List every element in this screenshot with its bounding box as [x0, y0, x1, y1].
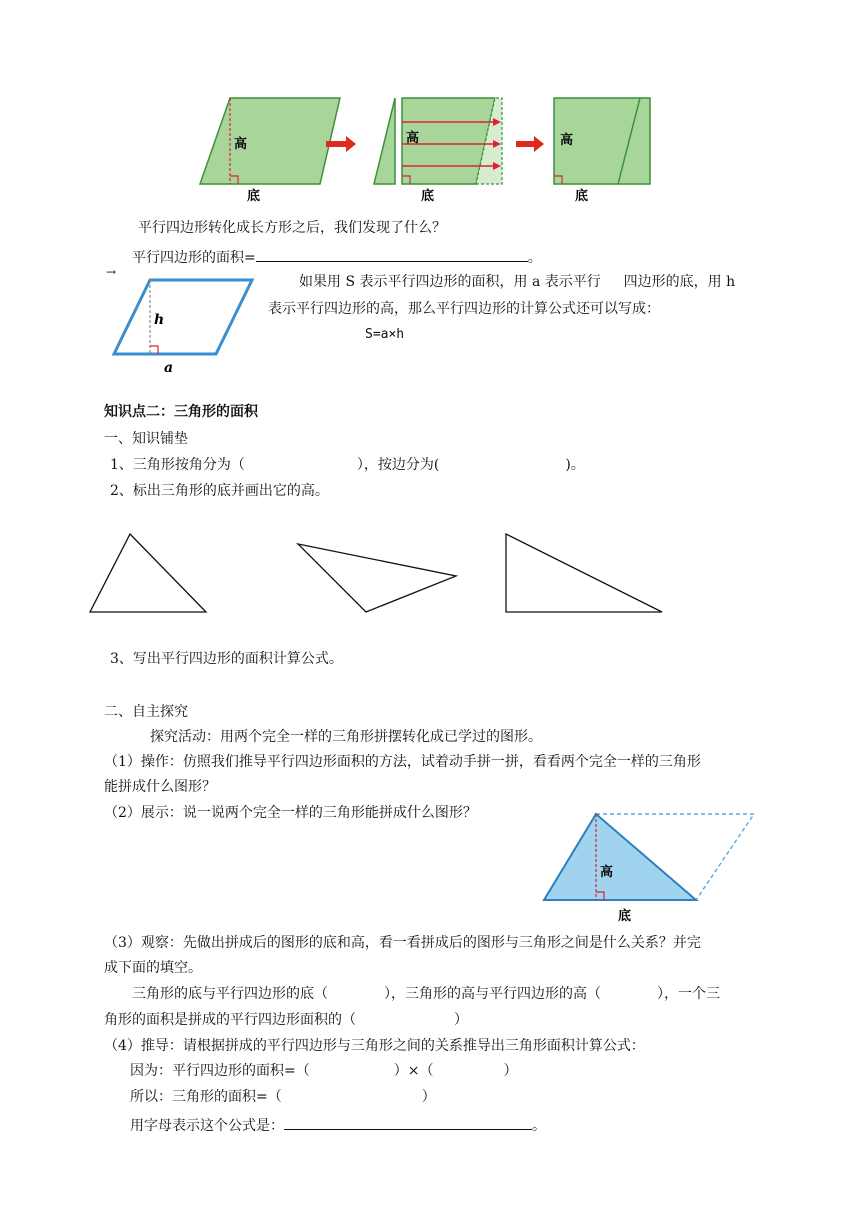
fill-line2: 角形的面积是拼成的平行四边形面积的（ ）: [104, 1012, 468, 1028]
height-label: 高: [600, 865, 614, 880]
answer-blank: [256, 246, 528, 262]
activity-text: 探究活动：用两个完全一样的三角形拼摆转化成已学过的图形。: [150, 729, 542, 745]
parallelogram-to-rectangle-figure: [190, 92, 665, 204]
triangles-figure: [86, 528, 670, 620]
formula-paragraph-line2: 表示平行四边形的高，那么平行四边形的计算公式还可以写成：: [268, 301, 660, 317]
question-1: 1、三角形按角分为（ ），按边分为( )。: [110, 457, 585, 473]
base-label: 底: [618, 909, 632, 924]
note-mark: →: [106, 265, 117, 279]
base-label: 底: [575, 189, 589, 204]
height-label: 高: [560, 133, 574, 148]
step3-line1: （3）观察：先做出拼成后的图形的底和高，看一看拼成后的图形与三角形之间是什么关系？并完: [104, 935, 701, 951]
area-end: 。: [527, 250, 542, 266]
step4-text: （4）推导：请根据拼成的平行四边形与三角形之间的关系推导出三角形面积计算公式：: [104, 1038, 645, 1054]
blue-triangle: [544, 814, 696, 900]
part-heading: 二、自主探究: [104, 704, 188, 720]
triangle-to-parallelogram-figure: [540, 808, 760, 926]
fill-line1: 三角形的底与平行四边形的底（ ），三角形的高与平行四边形的高（ ），一个三: [132, 986, 720, 1002]
step3-line2: 成下面的填空。: [104, 960, 202, 976]
acute-triangle: [90, 534, 206, 612]
question-3: 3、写出平行四边形的面积计算公式。: [110, 651, 343, 667]
base-label: 底: [421, 189, 435, 204]
letters-label: 用字母表示这个公式是：: [130, 1118, 284, 1134]
height-label: 高: [234, 137, 248, 152]
parallelogram-shape: [200, 98, 340, 184]
parallelogram-ha-figure: [106, 272, 266, 374]
h-label: h: [154, 312, 165, 328]
height-label: 高: [406, 131, 420, 146]
right-triangle: [506, 534, 662, 612]
question-text: 平行四边形转化成长方形之后，我们发现了什么？: [138, 220, 446, 236]
formula-paragraph-line1: 如果用 S 表示平行四边形的面积，用 a 表示平行 四边形的底，用 h: [299, 274, 736, 290]
step2-text: （2）展示：说一说两个完全一样的三角形能拼成什么图形？: [104, 805, 477, 821]
area-fill-line: [132, 246, 542, 268]
right-arrow-icon: [516, 136, 544, 152]
letters-end: 。: [532, 1118, 546, 1134]
step1-line1: （1）操作：仿照我们推导平行四边形面积的方法，试着动手拼一拼，看看两个完全一样的三角形: [104, 754, 701, 770]
cut-triangle-shape: [374, 98, 395, 184]
section-title: 知识点二：三角形的面积: [104, 404, 258, 420]
base-label: 底: [247, 189, 261, 204]
area-label: 平行四边形的面积=: [132, 250, 256, 266]
area-formula: S=a×h: [365, 327, 405, 342]
answer-blank: [284, 1114, 532, 1130]
part-heading: 一、知识铺垫: [104, 431, 188, 447]
because-line: 因为：平行四边形的面积=（ ）×（ ）: [130, 1063, 518, 1079]
letters-formula-line: [130, 1114, 546, 1136]
a-label: a: [164, 360, 174, 374]
so-line: 所以：三角形的面积=（ ）: [130, 1089, 436, 1105]
obtuse-triangle: [298, 544, 456, 612]
question-2: 2、标出三角形的底并画出它的高。: [110, 483, 329, 499]
step1-line2: 能拼成什么图形？: [104, 779, 216, 795]
